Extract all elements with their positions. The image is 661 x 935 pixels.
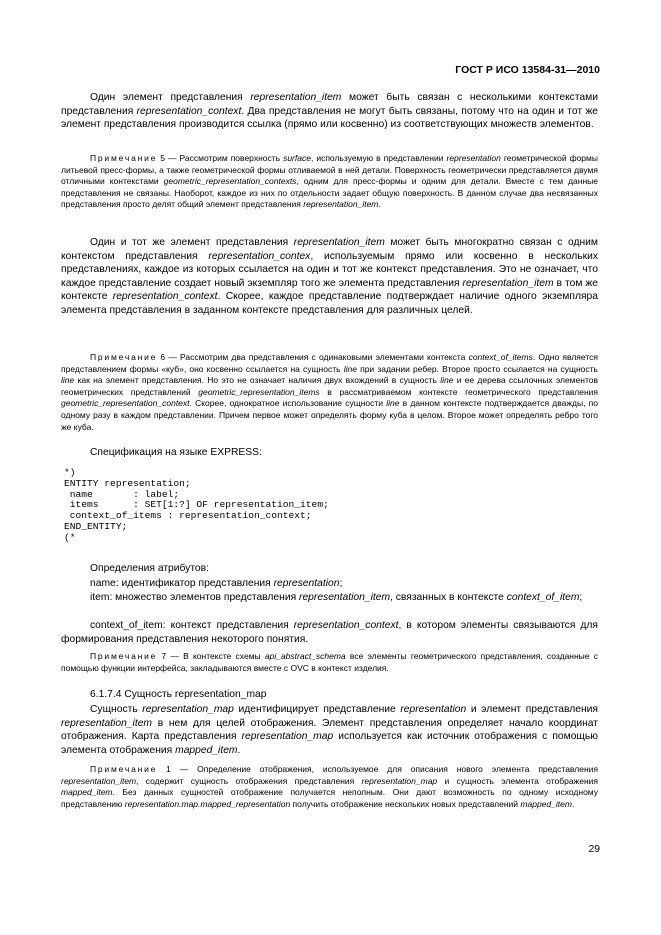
note-6: Примечание 6 — Рассмотрим два представления с одинаковыми элементами контекста context_of_items. Одно является представлением формы «куб», оно косвенно ссылается на сущность line при задании ребер. Второе просто ссылается на сущность line как на элемент представления. Но это не означает наличия двух вхождений в сущность line и ее дерева ссылочных элементов геометрических представлений geometric_representation_items в рассматриваемом контексте геометрического представления geometric_representation_context. Скорее, однократное использование сущности line в данном контексте подтверждается дважды, по одному разу в каждом представлении. Причем первое может определять форму куба в целом. Второе может определять ребро того же куба. <box>61 352 599 432</box>
document-id: ГОСТ Р ИСО 13584-31—2010 <box>455 64 600 76</box>
paragraph-2: Один и тот же элемент представления representation_item может быть многократно связан с одним контекстом представления representation_contex, используемым прямо или косвенно в нескольких представлениях, каждое из которых ссылается на один и тот же контекст представления. Это не означает, что каждое представление создает новый экземпляр того же элемента представления representation_item в том же контексте representation_context. Скорее, каждое представление подтверждает наличие одного экземпляра элемента представления в заданном контексте представления для различных целей. <box>61 237 599 316</box>
page-number: 29 <box>588 844 600 855</box>
attribute-item: item: множество элементов представления representation_item, связанных в контексте context_of_item; <box>90 592 583 603</box>
express-intro: Спецификация на языке EXPRESS: <box>90 447 262 458</box>
attribute-name: name: идентификатор представления representation; <box>90 578 343 589</box>
attribute-context: context_of_item: контекст представления representation_context, в котором элементы связываются для формирования представления некоторого понятия. <box>61 620 599 645</box>
note-1: Примечание 1 — Определение отображения, используемое для описания нового элемента представления representation_item, содержит сущность отображения представления representation_map и сущность элемента отображения mapped_item. Без данных сущностей отображение получается неполным. Они дают возможность по одному исходному представлению representation.map.mapped_representation получить отображение нескольких новых представлений mapped_item. <box>61 764 598 809</box>
note-7: Примечание 7 — В контексте схемы api_abstract_schema все элементы геометрического представления, созданные с помощью функции интерфейса, закладываются вместе с OVC в контекст изделия. <box>61 651 598 673</box>
paragraph-1: Один элемент представления representation_item может быть связан с несколькими контекстами представления representation_context. Два представления не могут быть связаны, потому что на один и тот же элемент представления производится ссылка (прямо или косвенно) из соответствующих множеств элементов. <box>61 92 598 131</box>
paragraph-3: Сущность representation_map идентифицирует представление representation и элемент представления representation_item в нем для целей отображения. Элемент представления определяет начало координат отображения. Карта представления representation_map используется как источник отображения с помощью элемента отображения mapped_item. <box>61 704 599 756</box>
express-code: *) ENTITY representation; name : label; items : SET[1:?] OF representation_item; context_of_items : representation_context; END_ENTITY; (* <box>64 467 329 543</box>
section-title: 6.1.7.4 Сущность representation_map <box>90 689 267 700</box>
note-5: Примечание 5 — Рассмотрим поверхность surface, используемую в представлении representation геометрической формы литьевой пресс-формы, а также геометрической формы отливаемой в ней детали. Поверхность геометрически представляется двумя отличными контекстами geometric_representation_contexts, одним для пресс-формы и одним для детали. Вместе с тем данные представления не связаны. Наоборот, каждое из них по отдельности задает общую поверхность. В данном случае два несвязанных представления просто делят общий элемент представления representation_item. <box>61 153 598 210</box>
attributes-title: Определения атрибутов: <box>90 563 209 574</box>
